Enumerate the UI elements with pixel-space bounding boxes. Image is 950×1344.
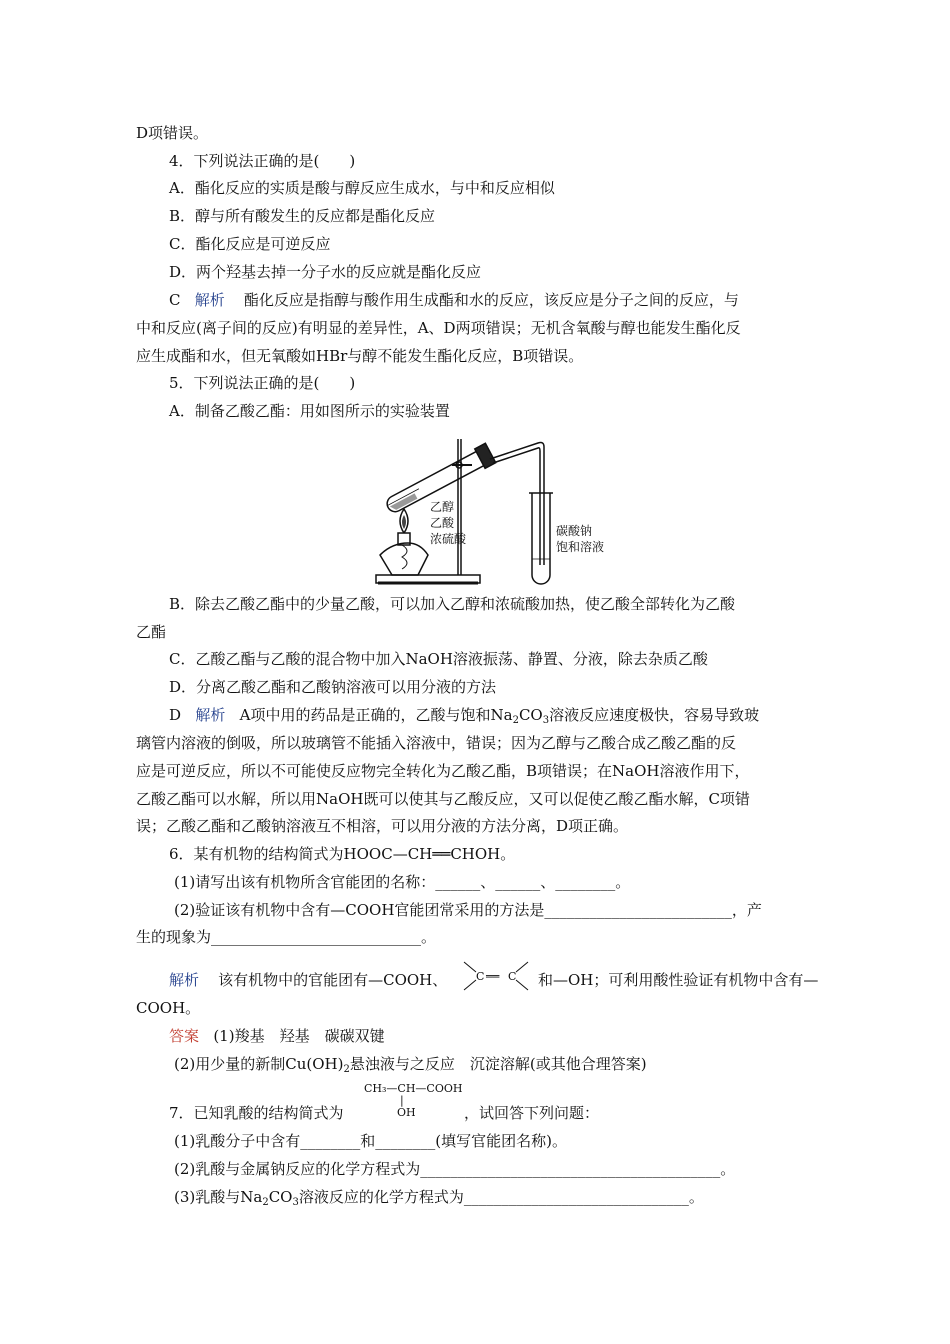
subscript: 3: [292, 1197, 299, 1208]
question-6-part-1: (1)请写出该有机物所含官能团的名称：______、______、________。: [174, 873, 631, 891]
answer-text: (1)羧基 羟基 碳碳双键: [213, 1027, 385, 1045]
tube-label: 碳酸钠: [556, 524, 593, 538]
question-5-option-c: C．乙酸乙酯与乙酸的混合物中加入NaOH溶液振荡、静置、分液，除去杂质乙酸: [169, 650, 708, 668]
lactic-acid-structure: [364, 1082, 474, 1122]
tube-label: 饱和溶液: [556, 540, 605, 554]
question-6-part-2-cont: 生的现象为____________________________。: [136, 928, 437, 946]
question-4-option-a: A．酯化反应的实质是酸与醇反应生成水，与中和反应相似: [169, 179, 555, 197]
question-text: (3)乳酸与Na: [174, 1188, 263, 1206]
question-4-explanation-line: 中和反应(离子间的反应)有明显的差异性，A、D两项错误；无机含氧酸与醇也能发生酯化反: [136, 319, 741, 337]
question-4-option-b: B．醇与所有酸发生的反应都是酯化反应: [169, 207, 436, 225]
answer-letter: D: [169, 706, 182, 724]
question-text: 溶液反应的化学方程式为______________________________。: [298, 1188, 704, 1206]
subscript: 2: [512, 715, 519, 726]
question-7-part-3: (3)乳酸与$Na_2CO_3$溶液反应的化学方程式为______________________________。: [174, 1188, 704, 1208]
explanation-tag: 解析: [194, 291, 225, 309]
answer-tag: 答案: [169, 1027, 200, 1045]
question-6-answer-line: [174, 1054, 647, 1080]
structure-bond: ══: [486, 970, 500, 983]
subscript: 2: [343, 1064, 350, 1075]
question-5-option-b: B．除去乙酸乙酯中的少量乙酸，可以加入乙醇和浓硫酸加热，使乙酸全部转化为乙酸: [169, 595, 736, 613]
question-7-part-2: (2)乳酸与金属钠反应的化学方程式为________________________________________。: [174, 1160, 736, 1178]
question-6-answer-line: [169, 1026, 385, 1046]
explanation-tag: 解析: [195, 706, 226, 724]
question-4-option-c: C．酯化反应是可逆反应: [169, 235, 331, 253]
question-5-explanation-line: 误；乙酸乙酯和乙酸钠溶液互不相溶，可以用分液的方法分离，D项正确。: [136, 817, 629, 835]
question-5-explanation-line: 璃管内溶液的倒吸，所以玻璃管不能插入溶液中，错误；因为乙醇与乙酸合成乙酸乙酯的反: [136, 734, 737, 752]
question-5-option-b-cont: 乙酯: [136, 623, 167, 641]
question-4-option-d: D．两个羟基去掉一分子水的反应就是酯化反应: [169, 263, 482, 281]
question-5-explanation-line: D 解析 A项中用的药品是正确的，乙酸与饱和$Na_2CO_3$溶液反应速度极快，容易导致玻: [169, 706, 760, 726]
question-6-part-2: (2)验证该有机物中含有—COOH官能团常采用的方法是_________________________，产: [174, 901, 762, 919]
question-6-explanation-text: 和—OH；可利用酸性验证有机物中含有—: [538, 971, 819, 989]
question-5-option-a: A．制备乙酸乙酯：用如图所示的实验装置: [169, 402, 450, 420]
question-4-explanation-line: 应生成酯和水，但无氧酸如HBr与醇不能发生酯化反应，B项错误。: [136, 347, 584, 365]
question-7-stem-cont: ，试回答下列问题：: [464, 1104, 600, 1122]
answer-text: 悬浊液与之反应 沉淀溶解(或其他合理答案): [349, 1055, 647, 1073]
question-5-option-d: D．分离乙酸乙酯和乙酸钠溶液可以用分液的方法: [169, 678, 497, 696]
structure-bond: |: [400, 1094, 404, 1107]
question-7-stem: 7．已知乳酸的结构简式为: [169, 1104, 344, 1122]
text-line: D项错误。: [136, 124, 209, 142]
subscript: 2: [262, 1197, 269, 1208]
explanation-text: 溶液反应速度极快，容易导致玻: [549, 706, 760, 724]
flask-label: 浓硫酸: [430, 532, 467, 546]
carbon-carbon-double-bond-structure: [458, 958, 534, 994]
question-7-part-1: (1)乳酸分子中含有________和________(填写官能团名称)。: [174, 1132, 567, 1150]
question-5-explanation-line: 应是可逆反应，所以不可能使反应物完全转化为乙酸乙酯，B项错误；在NaOH溶液作用下，: [136, 762, 750, 780]
structure-main-chain: CH₃—CH—COOH: [364, 1082, 463, 1095]
structure-atom: C: [476, 970, 485, 983]
explanation-text: A项中用的药品是正确的，乙酸与饱和Na: [239, 706, 513, 724]
question-4-explanation-line: [169, 290, 739, 310]
flask-label: 乙酸: [430, 516, 455, 530]
esterification-apparatus-figure: [372, 435, 605, 591]
question-6-stem: 6．某有机物的结构简式为HOOC—CH══CHOH。: [169, 845, 516, 863]
answer-letter: C: [169, 291, 181, 309]
explanation-text: 该有机物中的官能团有—COOH、: [218, 971, 448, 989]
explanation-text: 酯化反应是指醇与酸作用生成酯和水的反应，该反应是分子之间的反应，与: [243, 291, 739, 309]
structure-atom: C: [508, 970, 517, 983]
flask-label: 乙醇: [430, 500, 455, 514]
subscript: 3: [542, 715, 550, 726]
structure-group: OH: [397, 1106, 416, 1119]
question-5-explanation-line: 乙酸乙酯可以水解，所以用NaOH既可以使其与乙酸反应，又可以促使乙酸乙酯水解，C项错: [136, 790, 750, 808]
question-4-stem: 4．下列说法正确的是( ): [169, 152, 356, 170]
question-5-stem: 5．下列说法正确的是( ): [169, 374, 356, 392]
answer-text: (2)用少量的新制Cu(OH): [174, 1055, 344, 1073]
question-6-explanation-line: COOH。: [136, 999, 201, 1017]
explanation-tag: 解析: [169, 971, 200, 989]
question-6-explanation-line: [169, 970, 447, 990]
